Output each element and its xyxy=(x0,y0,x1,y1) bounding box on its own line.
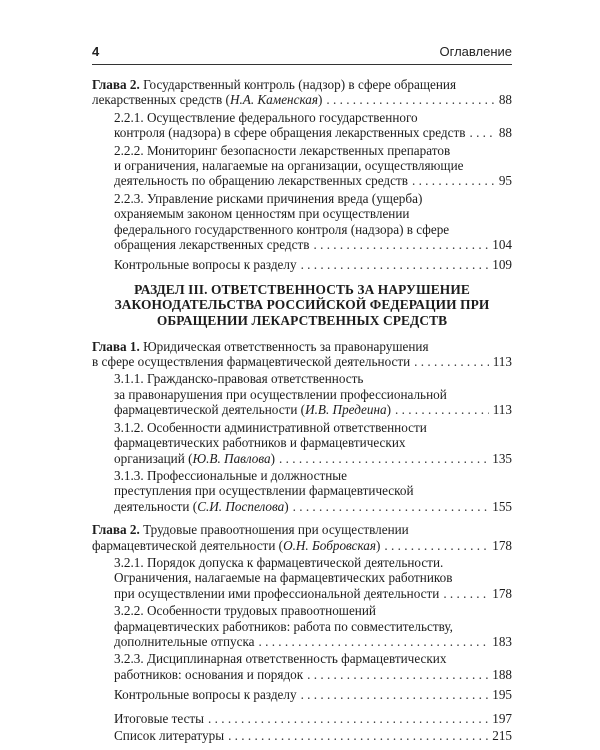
toc-page: 178 xyxy=(492,585,512,601)
toc-text: 3.1.3. Профессиональные и должностные xyxy=(114,467,347,483)
toc-section-3-1-1[interactable] xyxy=(92,371,512,417)
table-of-contents xyxy=(92,77,512,745)
toc-text: и ограничения, налагаемые на организации, осуществляющие xyxy=(114,158,464,174)
toc-page: 178 xyxy=(492,537,512,553)
toc-text: 3.1.2. Особенности административной ответственности xyxy=(114,419,427,435)
toc-text: обращения лекарственных средств xyxy=(114,237,310,253)
toc-section-2-2-2[interactable] xyxy=(92,143,512,189)
leader-dots xyxy=(443,586,488,601)
toc-page: 109 xyxy=(492,257,512,273)
toc-section-3-2-1[interactable] xyxy=(92,555,512,601)
toc-text: Итоговые тесты xyxy=(114,710,205,726)
toc-author: О.Н. Бобровская xyxy=(283,537,377,553)
toc-page: 95 xyxy=(498,173,512,189)
toc-page: 104 xyxy=(492,237,512,253)
leader-dots xyxy=(469,125,494,140)
toc-page: 215 xyxy=(492,728,512,743)
toc-author: Н.А. Каменская xyxy=(229,92,319,108)
toc-text: Государственный контроль (надзор) в сфере обращения xyxy=(143,77,457,92)
toc-text: преступления при осуществлении фармацевтической xyxy=(114,483,414,499)
toc-page: 88 xyxy=(498,125,512,141)
toc-page: 135 xyxy=(492,450,512,466)
leader-dots xyxy=(307,667,488,682)
leader-dots xyxy=(279,451,488,466)
toc-text: Трудовые правоотношения при осуществлении xyxy=(143,522,409,538)
toc-review-questions-part2[interactable] xyxy=(92,257,512,272)
toc-text: деятельность по обращению лекарственных средств xyxy=(114,173,408,189)
leader-dots xyxy=(314,237,489,252)
toc-chapter-1-legal-liability[interactable] xyxy=(92,339,512,370)
page-number: 4 xyxy=(92,44,100,59)
leader-dots xyxy=(301,687,489,702)
section-title-line: РАЗДЕЛ III. ОТВЕТСТВЕННОСТЬ ЗА НАРУШЕНИЕ xyxy=(134,281,470,297)
toc-text: Контрольные вопросы к разделу xyxy=(114,257,297,273)
toc-text: Список литературы xyxy=(114,728,225,743)
toc-text: ) xyxy=(284,498,289,514)
toc-chapter-2-state-control[interactable] xyxy=(92,77,512,108)
toc-page: 195 xyxy=(492,687,512,703)
toc-text: 3.2.2. Особенности трудовых правоотношений xyxy=(114,603,376,619)
chapter-label: Глава 1. xyxy=(92,338,140,354)
toc-page: 155 xyxy=(492,498,512,514)
toc-text: деятельности ( xyxy=(114,498,198,514)
toc-text: 3.2.3. Дисциплинарная ответственность фармацевтических xyxy=(114,651,447,667)
toc-text: 3.2.1. Порядок допуска к фармацевтической деятельности. xyxy=(114,554,444,570)
leader-dots xyxy=(384,538,488,553)
section-title-line: ОБРАЩЕНИИ ЛЕКАРСТВЕННЫХ СРЕДСТВ xyxy=(156,313,448,329)
leader-dots xyxy=(412,173,495,188)
leader-dots xyxy=(395,402,489,417)
section-3-title xyxy=(92,282,512,329)
chapter-label: Глава 2. xyxy=(92,77,140,92)
toc-text: работников: основания и порядок xyxy=(114,666,304,682)
toc-text: 2.2.2. Мониторинг безопасности лекарственных препаратов xyxy=(114,142,451,158)
toc-final-tests[interactable] xyxy=(92,711,512,726)
leader-dots xyxy=(259,634,489,649)
toc-text: организаций ( xyxy=(114,450,193,466)
leader-dots xyxy=(293,499,489,514)
toc-references[interactable] xyxy=(92,728,512,743)
toc-text: в сфере осуществления фармацевтической деятельности xyxy=(92,354,411,370)
toc-text: охраняемым законом ценностям при осуществлении xyxy=(114,206,410,222)
toc-text: за правонарушения при осуществлении профессиональной xyxy=(114,386,447,402)
toc-text: фармацевтических работников: работа по совместительству, xyxy=(114,618,453,634)
running-head: Оглавление xyxy=(439,44,512,59)
leader-dots xyxy=(228,728,488,743)
header-rule xyxy=(92,64,512,65)
toc-text: Контрольные вопросы к разделу xyxy=(114,687,297,703)
toc-text: ) xyxy=(376,537,381,553)
leader-dots xyxy=(326,92,494,107)
toc-author: И.В. Предеина xyxy=(305,402,387,418)
chapter-label: Глава 2. xyxy=(92,522,140,538)
toc-section-3-1-3[interactable] xyxy=(92,468,512,514)
toc-text: дополнительные отпуска xyxy=(114,633,255,649)
toc-page: 183 xyxy=(492,633,512,649)
toc-page: 88 xyxy=(498,92,512,108)
toc-text: ) xyxy=(318,92,323,108)
leader-dots xyxy=(208,711,488,726)
toc-text: Ограничения, налагаемые на фармацевтических работников xyxy=(114,570,453,586)
leader-dots xyxy=(301,257,489,272)
toc-text: 3.1.1. Гражданско-правовая ответственность xyxy=(114,371,364,387)
toc-text: фармацевтической деятельности ( xyxy=(92,537,284,553)
toc-section-3-1-2[interactable] xyxy=(92,420,512,466)
section-title-line: ЗАКОНОДАТЕЛЬСТВА РОССИЙСКОЙ ФЕДЕРАЦИИ ПРИ xyxy=(114,297,490,313)
toc-section-2-2-3[interactable] xyxy=(92,191,512,253)
toc-page: 113 xyxy=(492,354,512,370)
toc-page: 197 xyxy=(492,710,512,726)
toc-page: 188 xyxy=(492,666,512,682)
toc-text: 2.2.1. Осуществление федерального государственного xyxy=(114,109,418,125)
toc-page: 113 xyxy=(492,402,512,418)
toc-section-3-2-3[interactable] xyxy=(92,651,512,682)
toc-text: фармацевтических работников и фармацевтических xyxy=(114,435,406,451)
toc-text: при осуществлении ими профессиональной деятельности xyxy=(114,585,440,601)
toc-text: ) xyxy=(270,450,276,466)
toc-text: федерального государственного контроля (надзора) в сфере xyxy=(114,221,450,237)
toc-text: Юридическая ответственность за правонарушения xyxy=(143,338,429,354)
toc-section-2-2-1[interactable] xyxy=(92,110,512,141)
leader-dots xyxy=(414,354,489,369)
toc-chapter-2-labor-relations[interactable] xyxy=(92,522,512,553)
toc-text: ) xyxy=(386,402,392,418)
toc-author: Ю.В. Павлова xyxy=(192,450,271,466)
toc-text: 2.2.3. Управление рисками причинения вреда (ущерба) xyxy=(114,190,423,206)
toc-text: контроля (надзора) в сфере обращения лекарственных средств xyxy=(114,125,466,141)
toc-review-questions-part3[interactable] xyxy=(92,687,512,702)
toc-section-3-2-2[interactable] xyxy=(92,603,512,649)
toc-text: лекарственных средств ( xyxy=(92,92,230,108)
toc-author: С.И. Поспелова xyxy=(197,498,285,514)
toc-text: фармацевтической деятельности ( xyxy=(114,402,306,418)
